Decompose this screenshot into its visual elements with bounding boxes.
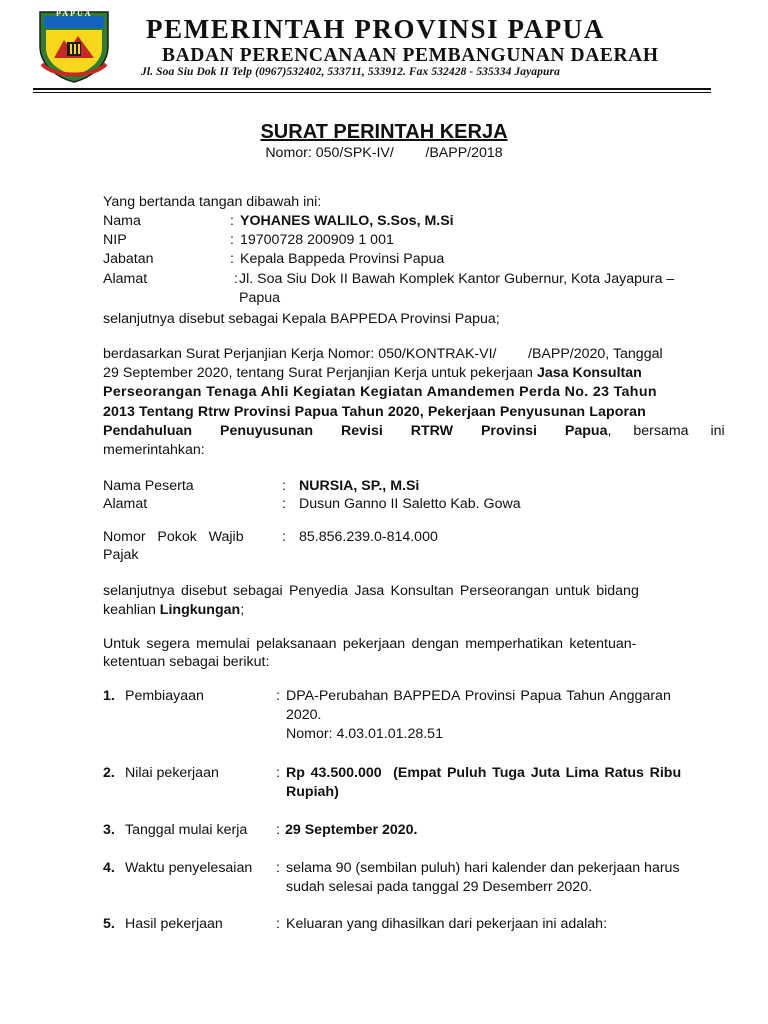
colon: : [230,251,234,267]
document-title: SURAT PERINTAH KERJA [260,121,508,143]
item-label: Tanggal mulai kerja [125,822,248,838]
item-number: 2. [103,765,115,781]
header-rule-thin [33,92,711,93]
colon: : [276,765,280,781]
participant-address-label: Alamat [103,496,148,512]
item-label: Waktu penyelesaian [125,860,253,876]
signer-address-value-line1: Jl. Soa Siu Dok II Bawah Komplek Kantor Gubernur, Kota Jayapura – [239,271,675,287]
item-value-line: Nomor: 4.03.01.01.28.51 [286,726,443,742]
signer-address-value-line2: Papua [239,290,281,306]
provider-line-1: selanjutnya disebut sebagai Penyedia Jasa Konsultan Perseorangan untuk bidang [103,583,639,599]
basis-line-2-text: 29 September 2020, tentang Surat Perjanjian Kerja untuk pekerjaan [103,365,537,381]
item-value-line: selama 90 (sembilan puluh) hari kalender dan pekerjaan harus [286,860,680,876]
item-value-line: Rupiah) [286,784,339,800]
participant-name-value: NURSIA, SP., M.Si [299,478,420,494]
signer-position-value: Kepala Bappeda Provinsi Papua [240,251,445,267]
participant-name-label: Nama Peserta [103,478,194,494]
signer-name-label: Nama [103,213,141,229]
basis-line-2-bold: Jasa Konsultan [536,365,642,381]
item-label: Nilai pekerjaan [125,765,219,781]
item-value-line: Keluaran yang dihasilkan dari pekerjaan ini adalah: [286,916,608,932]
item-number: 3. [103,822,115,838]
provider-line-2-end: ; [240,602,245,618]
item-value-line: 2020. [286,707,322,723]
provider-line-2-text: keahlian [103,602,160,618]
item-value-line: Rp 43.500.000 (Empat Puluh Tuga Juta Lima Ratus Ribu [286,765,682,781]
basis-line-1: berdasarkan Surat Perjanjian Kerja Nomor: 050/KONTRAK-VI/ /BAPP/2020, Tanggal [103,346,663,362]
signer-address-label: Alamat [103,271,148,287]
basis-line-6: memerintahkan: [103,442,205,458]
basis-line-3: Perseorangan Tenaga Ahli Kegiatan Kegiatan Amandemen Perda No. 23 Tahun [103,384,657,400]
signer-position-label: Jabatan [103,251,154,267]
participant-npwp-value: 85.856.239.0-814.000 [299,529,438,545]
colon: : [276,916,280,932]
basis-line-2 [103,364,642,383]
participant-npwp-label-line1: Nomor Pokok Wajib [103,529,244,545]
colon: : [234,271,238,287]
terms-line-1: Untuk segera memulai pelaksanaan pekerjaan dengan memperhatikan ketentuan- [103,636,637,652]
item-label: Hasil pekerjaan [125,916,223,932]
provider-expertise: Lingkungan [159,602,241,618]
basis-line-5-bold: Pendahuluan Penuyusunan Revisi RTRW Provinsi Papua [103,423,608,439]
colon: : [230,213,234,229]
item-value-line: sudah selesai pada tanggal 29 Desemberr 2020. [286,879,593,895]
colon: : [276,822,280,838]
papua-coat-of-arms-logo [34,8,114,84]
item-number: 4. [103,860,115,876]
participant-address-value: Dusun Ganno II Saletto Kab. Gowa [299,496,521,512]
colon: : [282,496,286,512]
agency-subtitle: BADAN PERENCANAAN PEMBANGUNAN DAERAH [162,45,659,66]
signer-nip-label: NIP [103,232,127,248]
item-number: 1. [103,688,115,704]
terms-line-2: ketentuan sebagai berikut: [103,654,270,670]
item-value-line: DPA-Perubahan BAPPEDA Provinsi Papua Tahun Anggaran [286,688,671,704]
signer-nip-value: 19700728 200909 1 001 [240,232,394,248]
colon: : [230,232,234,248]
signer-note: selanjutnya disebut sebagai Kepala BAPPEDA Provinsi Papua; [103,311,500,327]
intro-text: Yang bertanda tangan dibawah ini: [103,194,322,210]
participant-npwp-label-line2: Pajak [103,547,139,563]
header-rule [33,88,711,90]
logo-text: PAPUA [56,9,93,18]
colon: : [282,478,286,494]
basis-line-5-text: , bersama ini [607,423,725,439]
colon: : [276,860,280,876]
agency-address: Jl. Soa Siu Dok II Telp (0967)532402, 533711, 533912. Fax 532428 - 535334 Jayapura [141,66,560,78]
item-number: 5. [103,916,115,932]
item-label: Pembiayaan [125,688,204,704]
item-value-line: 29 September 2020. [285,822,418,838]
document-number: Nomor: 050/SPK-IV/ /BAPP/2018 [265,145,503,161]
colon: : [282,529,286,545]
basis-line-4: 2013 Tentang Rtrw Provinsi Papua Tahun 2020, Pekerjaan Penyusunan Laporan [103,404,646,420]
basis-line-5 [103,422,725,441]
colon: : [276,688,280,704]
signer-name-value: YOHANES WALILO, S.Sos, M.Si [240,213,454,229]
letterhead [0,0,768,96]
agency-title: PEMERINTAH PROVINSI PAPUA [146,14,606,44]
provider-line-2 [103,601,244,620]
